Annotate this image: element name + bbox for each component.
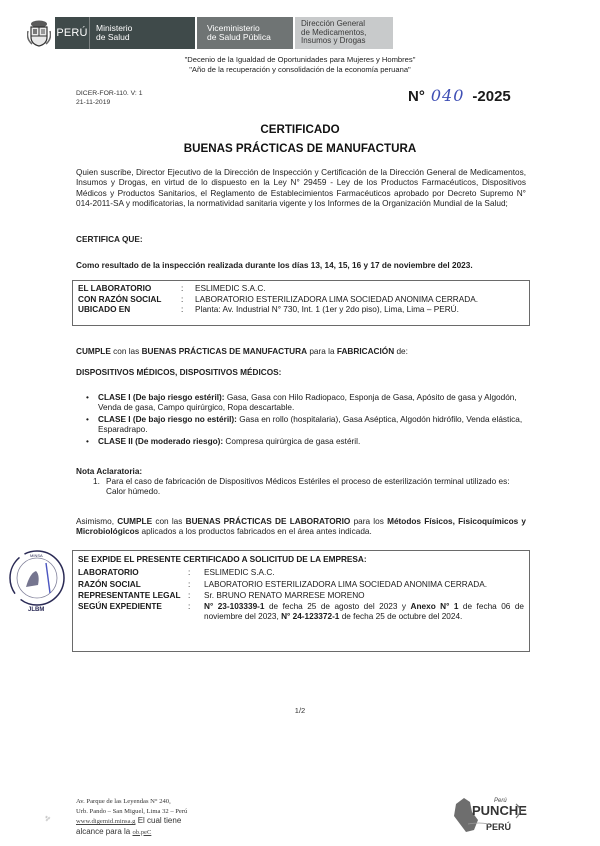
footer-note: El cual tiene [135,816,182,826]
official-seal-stamp [4,545,74,615]
certificate-number [408,86,511,105]
devices-heading: DISPOSITIVOS MÉDICOS, DISPOSITIVOS MÉDICOS: [76,368,282,377]
peru-label: PERÚ [55,17,90,49]
field-label: RAZÓN SOCIAL [78,579,141,589]
field-colon: : [188,601,191,611]
text: para la [307,347,337,356]
field-colon: : [181,294,184,304]
text: de: [394,347,408,356]
emphasis: Métodos Físicos, Fisicoquímicos y Microbiológicos [76,517,527,537]
peru-coat-of-arms-icon [26,17,52,49]
intro-paragraph: Quien suscribe, Director Ejecutivo de la Dirección de Inspección y Certificación de la Dirección General de Medicamentos, Insumos y Drogas, en virtud de lo dispuesto en la Ley N° 29459 - Ley de los Productos Farmacéuticos, Dispositivos Médicos y Productos Sanitarios, el Reglamento de Establecimientos Farmacéuticos aprobado por Decreto Supremo N° 014-2011-SA y modificatorias, la normatividad sanitaria vigente y los Informes de la Organización Mundial de la Salud; [76,168,526,209]
official-mottos [0,55,600,75]
request-row [78,579,524,591]
field-value: LABORATORIO ESTERILIZADORA LIMA SOCIEDAD ANONIMA CERRADA. [204,579,488,589]
inspection-result: Como resultado de la inspección realizada durante los días 13, 14, 15, 16 y 17 de noviembre del 2023. [76,261,473,270]
ministry-header [26,17,393,49]
field-value: ESLIMEDIC S.A.C. [195,284,266,293]
list-item [86,437,526,447]
item-number: 1. [93,477,100,486]
device-class: CLASE I (De bajo riesgo estéril): [98,393,225,402]
expediente-number: N° 23-103339-1 [204,601,265,611]
field-colon: : [181,284,184,293]
form-code: DICER-FOR-110. V: 1 [76,90,143,97]
cumple-manufactura-statement [76,347,526,357]
device-class: CLASE II (De moderado riesgo): [98,436,224,446]
asimismo-laboratorio-statement [76,517,526,538]
establishment-box [72,280,530,326]
document-title: CERTIFICADO [260,123,340,136]
logo-text-top: Perú [494,798,507,804]
form-date: 21-11-2019 [76,99,111,106]
list-item [86,415,526,436]
emphasis: FABRICACIÓN [336,347,395,356]
form-code-block [76,89,142,107]
field-label: EL LABORATORIO [78,284,152,293]
text: aplicados a los productos fabricados en el área antes indicada. [139,527,372,537]
field-label: UBICADO EN [78,305,131,314]
field-value: LABORATORIO ESTERILIZADORA LIMA SOCIEDAD ANONIMA CERRADA. [195,294,479,304]
logo-text-bottom: PERÚ [486,822,512,832]
field-colon: : [188,591,191,600]
request-row-expediente [78,602,524,623]
svg-text:JLBM: JLBM [28,607,45,613]
text: con las [110,347,142,356]
document-subtitle: BUENAS PRÁCTICAS DE MANUFACTURA [183,142,417,155]
certifica-heading: CERTIFICA QUE: [76,235,143,244]
emphasis: BUENAS PRÁCTICAS DE LABORATORIO [185,517,351,526]
nota-list [93,477,526,498]
device-items: Gasa, Gasa con Hilo Radiopaco, Esponja de Gasa, Apósito de gasa y Algodón, Venda de gasa, Campo quirúrgico, Ropa descartable. [98,393,517,413]
footer-note: alcance para la [76,826,133,836]
text: Asimismo, [76,517,118,526]
request-heading: SE EXPIDE EL PRESENTE CERTIFICADO A SOLICITUD DE LA EMPRESA: [78,555,367,564]
field-value: Planta: Av. Industrial N° 730, Int. 1 (1er y 2do piso), Lima, Lima – PERÚ. [195,305,459,314]
footer-address [76,797,187,837]
motto-decade: "Decenio de la Igualdad de Oportunidades para Mujeres y Hombres" [184,55,416,64]
peru-punche-logo [450,790,530,840]
cert-number-prefix: N° [408,88,425,105]
emphasis: CUMPLE [117,517,153,526]
nota-heading: Nota Aclaratoria: [76,467,143,476]
request-details-box [72,550,530,652]
field-colon: : [181,305,184,314]
establishment-row [78,295,524,306]
field-colon: : [188,579,191,589]
address-line-1: Av. Parque de las Leyendas N° 240, [76,798,171,805]
cert-number-year: -2025 [472,88,511,105]
device-items: Compresa quirúrgica de gasa estéril. [223,436,361,446]
address-line-2: Urb. Pando – San Miguel, Lima 32 – Perú [76,807,188,815]
field-label: SEGÚN EXPEDIENTE [78,601,162,611]
emphasis: CUMPLE [76,347,111,356]
text: de fecha 25 de octubre del 2024. [339,612,463,622]
website-link[interactable]: www.digemid.minsa.g [76,818,136,826]
field-value: Sr. BRUNO RENATO MARRESE MORENO [204,591,365,600]
text: con las [152,517,186,526]
page-number: 1/2 [294,706,306,715]
text: de fecha 25 de agosto del 2023 y [264,601,411,611]
text: para los [350,517,388,526]
request-row [78,567,524,579]
motto-year: "Año de la recuperación y consolidación de la economía peruana" [189,65,411,74]
website-link-end[interactable]: ob.peC [132,828,152,836]
item-text: Para el caso de fabricación de Dispositivos Médicos Estériles el proceso de esterilización terminal utilizado es: Calor húmedo. [106,477,510,497]
text: de fecha 06 de noviembre del 2023, [204,601,524,622]
field-label: CON RAZÓN SOCIAL [78,294,162,304]
device-class-list [86,393,526,448]
anexo-number: Anexo N° 1 [410,601,459,611]
field-label: LABORATORIO [78,568,139,577]
direction-label: Dirección General de Medicamentos, Insumos y Drogas [295,17,393,49]
logo-text: PUNCHE [472,803,527,818]
device-class: CLASE I (De bajo riesgo no estéril): [98,414,237,424]
device-items: Gasa en rollo (hospitalaria), Gasa Aséptica, Algodón hidrófilo, Venda elástica, Esparadrapo. [98,414,523,435]
field-value: ESLIMEDIC S.A.C. [204,568,275,577]
scan-mark: ⁂ [43,815,50,823]
ministry-label: Ministerio de Salud [90,17,195,49]
list-item [93,477,526,498]
field-colon: : [188,568,191,577]
cert-number-handwritten: 040 [430,86,465,105]
expediente-number: N° 24-123372-1 [281,612,340,622]
svg-text:MINSA: MINSA [30,553,43,558]
list-item [86,393,526,414]
field-value [204,602,524,623]
emphasis: BUENAS PRÁCTICAS DE MANUFACTURA [141,347,308,356]
request-row [78,590,524,602]
establishment-row [78,305,524,316]
field-label: REPRESENTANTE LEGAL [78,591,181,600]
viceministry-label: Viceministerio de Salud Pública [197,17,293,49]
establishment-row [78,284,524,295]
